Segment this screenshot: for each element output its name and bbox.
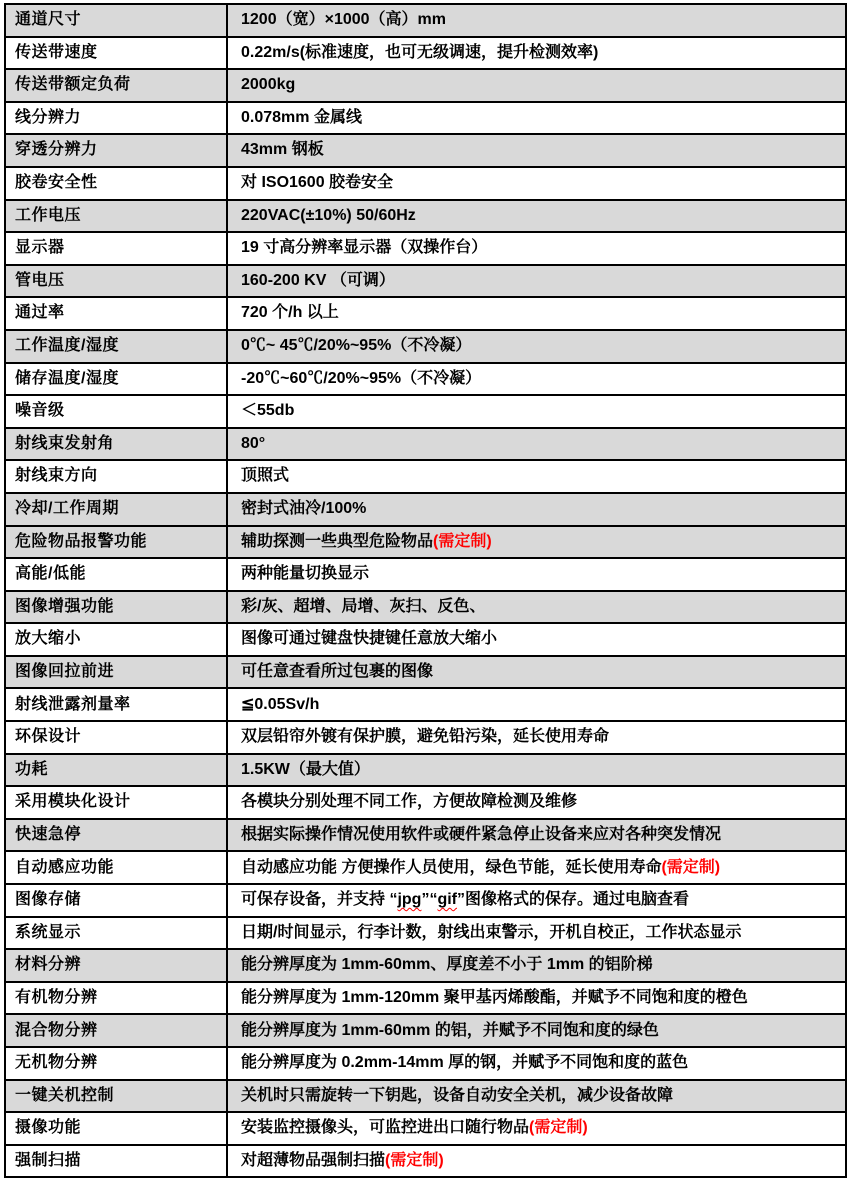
table-row bbox=[5, 395, 846, 428]
spec-value-cell bbox=[227, 330, 846, 363]
spec-value-cell bbox=[227, 167, 846, 200]
spec-value-cell bbox=[227, 297, 846, 330]
spec-label-cell: 图像增强功能 bbox=[5, 591, 227, 624]
spec-value-text: 1.5KW（最大值） bbox=[241, 760, 370, 778]
table-row bbox=[5, 493, 846, 526]
table-row bbox=[5, 69, 846, 102]
spec-value-text: ≦0.05Sv/h bbox=[241, 695, 320, 713]
spec-value-cell bbox=[227, 851, 846, 884]
spec-label-cell: 通过率 bbox=[5, 297, 227, 330]
table-row bbox=[5, 656, 846, 689]
custom-required-note: (需定制) bbox=[433, 532, 492, 550]
table-row bbox=[5, 232, 846, 265]
table-row bbox=[5, 786, 846, 819]
spec-value-text: -20℃~60℃/20%~95%（不冷凝） bbox=[241, 369, 482, 387]
spec-label-cell: 射线泄露剂量率 bbox=[5, 688, 227, 721]
table-row bbox=[5, 819, 846, 852]
table-row bbox=[5, 460, 846, 493]
spec-value-cell bbox=[227, 721, 846, 754]
spec-value-text: 根据实际操作情况使用软件或硬件紧急停止设备来应对各种突发情况 bbox=[241, 825, 722, 843]
table-row bbox=[5, 1112, 846, 1145]
spec-label-cell: 摄像功能 bbox=[5, 1112, 227, 1145]
spec-sheet-page bbox=[0, 3, 815, 1169]
table-row bbox=[5, 851, 846, 884]
table-row bbox=[5, 1014, 846, 1047]
table-row bbox=[5, 4, 846, 37]
spec-value-text: 各模块分别处理不同工作，方便故障检测及维修 bbox=[241, 793, 578, 811]
spec-table-body bbox=[5, 4, 846, 1177]
table-row bbox=[5, 297, 846, 330]
spec-label-cell: 射线束发射角 bbox=[5, 428, 227, 461]
spec-value-cell bbox=[227, 265, 846, 298]
spec-value-cell bbox=[227, 1145, 846, 1178]
spec-value-text: 0℃~ 45℃/20%~95%（不冷凝） bbox=[241, 337, 472, 355]
misspelled-term: jpg bbox=[397, 891, 422, 909]
spec-value-cell bbox=[227, 884, 846, 917]
spec-label-cell: 材料分辨 bbox=[5, 949, 227, 982]
table-row bbox=[5, 134, 846, 167]
spec-label-cell: 通道尺寸 bbox=[5, 4, 227, 37]
spec-value-cell bbox=[227, 688, 846, 721]
spec-value-text: 80° bbox=[241, 434, 266, 452]
spec-label-cell: 高能/低能 bbox=[5, 558, 227, 591]
spec-value-text: 0.078mm 金属线 bbox=[241, 108, 362, 126]
table-row bbox=[5, 1145, 846, 1178]
spec-value-text: 可保存设备，并支持 “ bbox=[241, 891, 398, 909]
spec-value-text: 可任意查看所过包裹的图像 bbox=[241, 662, 434, 680]
spec-label-cell: 传送带速度 bbox=[5, 37, 227, 70]
table-row bbox=[5, 591, 846, 624]
table-row bbox=[5, 102, 846, 135]
spec-value-cell bbox=[227, 1112, 846, 1145]
spec-label-cell: 环保设计 bbox=[5, 721, 227, 754]
spec-value-text: 0.22m/s(标准速度，也可无级调速，提升检测效率) bbox=[241, 43, 599, 61]
table-row bbox=[5, 37, 846, 70]
spec-label-cell: 噪音级 bbox=[5, 395, 227, 428]
spec-value-text: 密封式油冷/100% bbox=[241, 500, 367, 517]
spec-label-cell: 强制扫描 bbox=[5, 1145, 227, 1178]
spec-value-text: 能分辨厚度为 1mm-60mm、厚度差不小于 1mm 的铝阶梯 bbox=[241, 956, 653, 974]
spec-value-cell bbox=[227, 428, 846, 461]
table-row bbox=[5, 949, 846, 982]
spec-value-cell bbox=[227, 591, 846, 624]
spec-label-cell: 系统显示 bbox=[5, 917, 227, 950]
table-row bbox=[5, 623, 846, 656]
spec-value-cell bbox=[227, 917, 846, 950]
spec-value-text: 1200（宽）×1000（高）mm bbox=[241, 11, 446, 29]
spec-value-text: ”图像格式的保存。通过电脑查看 bbox=[457, 891, 690, 909]
spec-value-cell bbox=[227, 819, 846, 852]
table-row bbox=[5, 721, 846, 754]
spec-value-cell bbox=[227, 134, 846, 167]
spec-label-cell: 有机物分辨 bbox=[5, 982, 227, 1015]
spec-value-text: 辅助探测一些典型危险物品 bbox=[241, 532, 434, 550]
spec-label-cell: 图像回拉前进 bbox=[5, 656, 227, 689]
spec-value-text: ＜55db bbox=[241, 402, 295, 420]
spec-label-cell: 工作电压 bbox=[5, 200, 227, 233]
spec-value-text: 关机时只需旋转一下钥匙，设备自动安全关机，减少设备故障 bbox=[241, 1086, 674, 1104]
spec-value-cell bbox=[227, 69, 846, 102]
misspelled-term: gif bbox=[437, 891, 457, 909]
spec-label-cell: 显示器 bbox=[5, 232, 227, 265]
spec-label-cell: 穿透分辨力 bbox=[5, 134, 227, 167]
spec-label-cell: 快速急停 bbox=[5, 819, 227, 852]
spec-label-cell: 冷却/工作周期 bbox=[5, 493, 227, 526]
spec-value-text: 双层铅帘外镀有保护膜，避免铅污染，延长使用寿命 bbox=[241, 728, 610, 746]
spec-value-text: ”“ bbox=[421, 891, 438, 909]
spec-value-text: 220VAC(±10%) 50/60Hz bbox=[241, 206, 416, 224]
spec-value-cell bbox=[227, 982, 846, 1015]
spec-value-cell bbox=[227, 786, 846, 819]
spec-value-text: 安装监控摄像头，可监控进出口随行物品 bbox=[241, 1119, 530, 1137]
spec-value-cell bbox=[227, 558, 846, 591]
spec-label-cell: 传送带额定负荷 bbox=[5, 69, 227, 102]
spec-value-text: 能分辨厚度为 1mm-120mm 聚甲基丙烯酸酯，并赋予不同饱和度的橙色 bbox=[241, 988, 748, 1006]
spec-value-text: 日期/时间显示，行李计数，射线出束警示，开机自校正，工作状态显示 bbox=[241, 923, 742, 941]
table-row bbox=[5, 526, 846, 559]
table-row bbox=[5, 265, 846, 298]
spec-value-text: 对超薄物品强制扫描 bbox=[241, 1151, 386, 1169]
table-row bbox=[5, 363, 846, 396]
spec-value-text: 自动感应功能 方便操作人员使用，绿色节能，延长使用寿命 bbox=[241, 858, 662, 876]
spec-value-text: 43mm 钢板 bbox=[241, 141, 324, 159]
spec-value-text: 图像可通过键盘快捷键任意放大缩小 bbox=[241, 630, 498, 648]
spec-value-text: 能分辨厚度为 0.2mm-14mm 厚的钢，并赋予不同饱和度的蓝色 bbox=[241, 1054, 689, 1072]
spec-label-cell: 混合物分辨 bbox=[5, 1014, 227, 1047]
spec-value-cell bbox=[227, 493, 846, 526]
spec-value-cell bbox=[227, 4, 846, 37]
spec-value-text: 720 个/h 以上 bbox=[241, 304, 339, 322]
table-row bbox=[5, 428, 846, 461]
spec-label-cell: 放大缩小 bbox=[5, 623, 227, 656]
spec-value-cell bbox=[227, 1047, 846, 1080]
table-row bbox=[5, 884, 846, 917]
spec-value-text: 对 ISO1600 胶卷安全 bbox=[241, 174, 394, 192]
spec-label-cell: 采用模块化设计 bbox=[5, 786, 227, 819]
spec-label-cell: 工作温度/湿度 bbox=[5, 330, 227, 363]
spec-value-cell bbox=[227, 526, 846, 559]
spec-value-text: 2000kg bbox=[241, 76, 296, 94]
spec-value-cell bbox=[227, 1080, 846, 1113]
spec-label-cell: 危险物品报警功能 bbox=[5, 526, 227, 559]
table-row bbox=[5, 558, 846, 591]
spec-value-cell bbox=[227, 623, 846, 656]
spec-value-cell bbox=[227, 363, 846, 396]
spec-value-text: 两种能量切换显示 bbox=[241, 565, 370, 583]
spec-value-text: 160-200 KV （可调） bbox=[241, 271, 395, 289]
spec-table bbox=[4, 3, 847, 1178]
spec-label-cell: 储存温度/湿度 bbox=[5, 363, 227, 396]
spec-label-cell: 管电压 bbox=[5, 265, 227, 298]
table-row bbox=[5, 754, 846, 787]
spec-value-text: 彩/灰、超增、局增、灰扫、反色、 bbox=[241, 597, 486, 615]
table-row bbox=[5, 167, 846, 200]
spec-value-text: 顶照式 bbox=[241, 467, 290, 485]
custom-required-note: (需定制) bbox=[661, 858, 721, 876]
table-row bbox=[5, 1047, 846, 1080]
spec-value-cell bbox=[227, 460, 846, 493]
spec-value-cell bbox=[227, 656, 846, 689]
spec-label-cell: 线分辨力 bbox=[5, 102, 227, 135]
spec-value-text: 19 寸高分辨率显示器（双操作台） bbox=[241, 239, 488, 257]
spec-label-cell: 一键关机控制 bbox=[5, 1080, 227, 1113]
spec-value-cell bbox=[227, 949, 846, 982]
custom-required-note: (需定制) bbox=[529, 1119, 588, 1137]
spec-value-cell bbox=[227, 1014, 846, 1047]
spec-value-cell bbox=[227, 232, 846, 265]
spec-value-cell bbox=[227, 102, 846, 135]
table-row bbox=[5, 982, 846, 1015]
spec-label-cell: 胶卷安全性 bbox=[5, 167, 227, 200]
spec-value-cell bbox=[227, 200, 846, 233]
spec-label-cell: 无机物分辨 bbox=[5, 1047, 227, 1080]
table-row bbox=[5, 917, 846, 950]
custom-required-note: (需定制) bbox=[385, 1151, 444, 1169]
spec-label-cell: 射线束方向 bbox=[5, 460, 227, 493]
table-row bbox=[5, 688, 846, 721]
table-row bbox=[5, 200, 846, 233]
table-row bbox=[5, 330, 846, 363]
spec-label-cell: 自动感应功能 bbox=[5, 851, 227, 884]
table-row bbox=[5, 1080, 846, 1113]
spec-value-text: 能分辨厚度为 1mm-60mm 的铝，并赋予不同饱和度的绿色 bbox=[241, 1021, 659, 1039]
spec-label-cell: 功耗 bbox=[5, 754, 227, 787]
spec-value-cell bbox=[227, 37, 846, 70]
spec-value-cell bbox=[227, 754, 846, 787]
spec-value-cell bbox=[227, 395, 846, 428]
spec-label-cell: 图像存储 bbox=[5, 884, 227, 917]
